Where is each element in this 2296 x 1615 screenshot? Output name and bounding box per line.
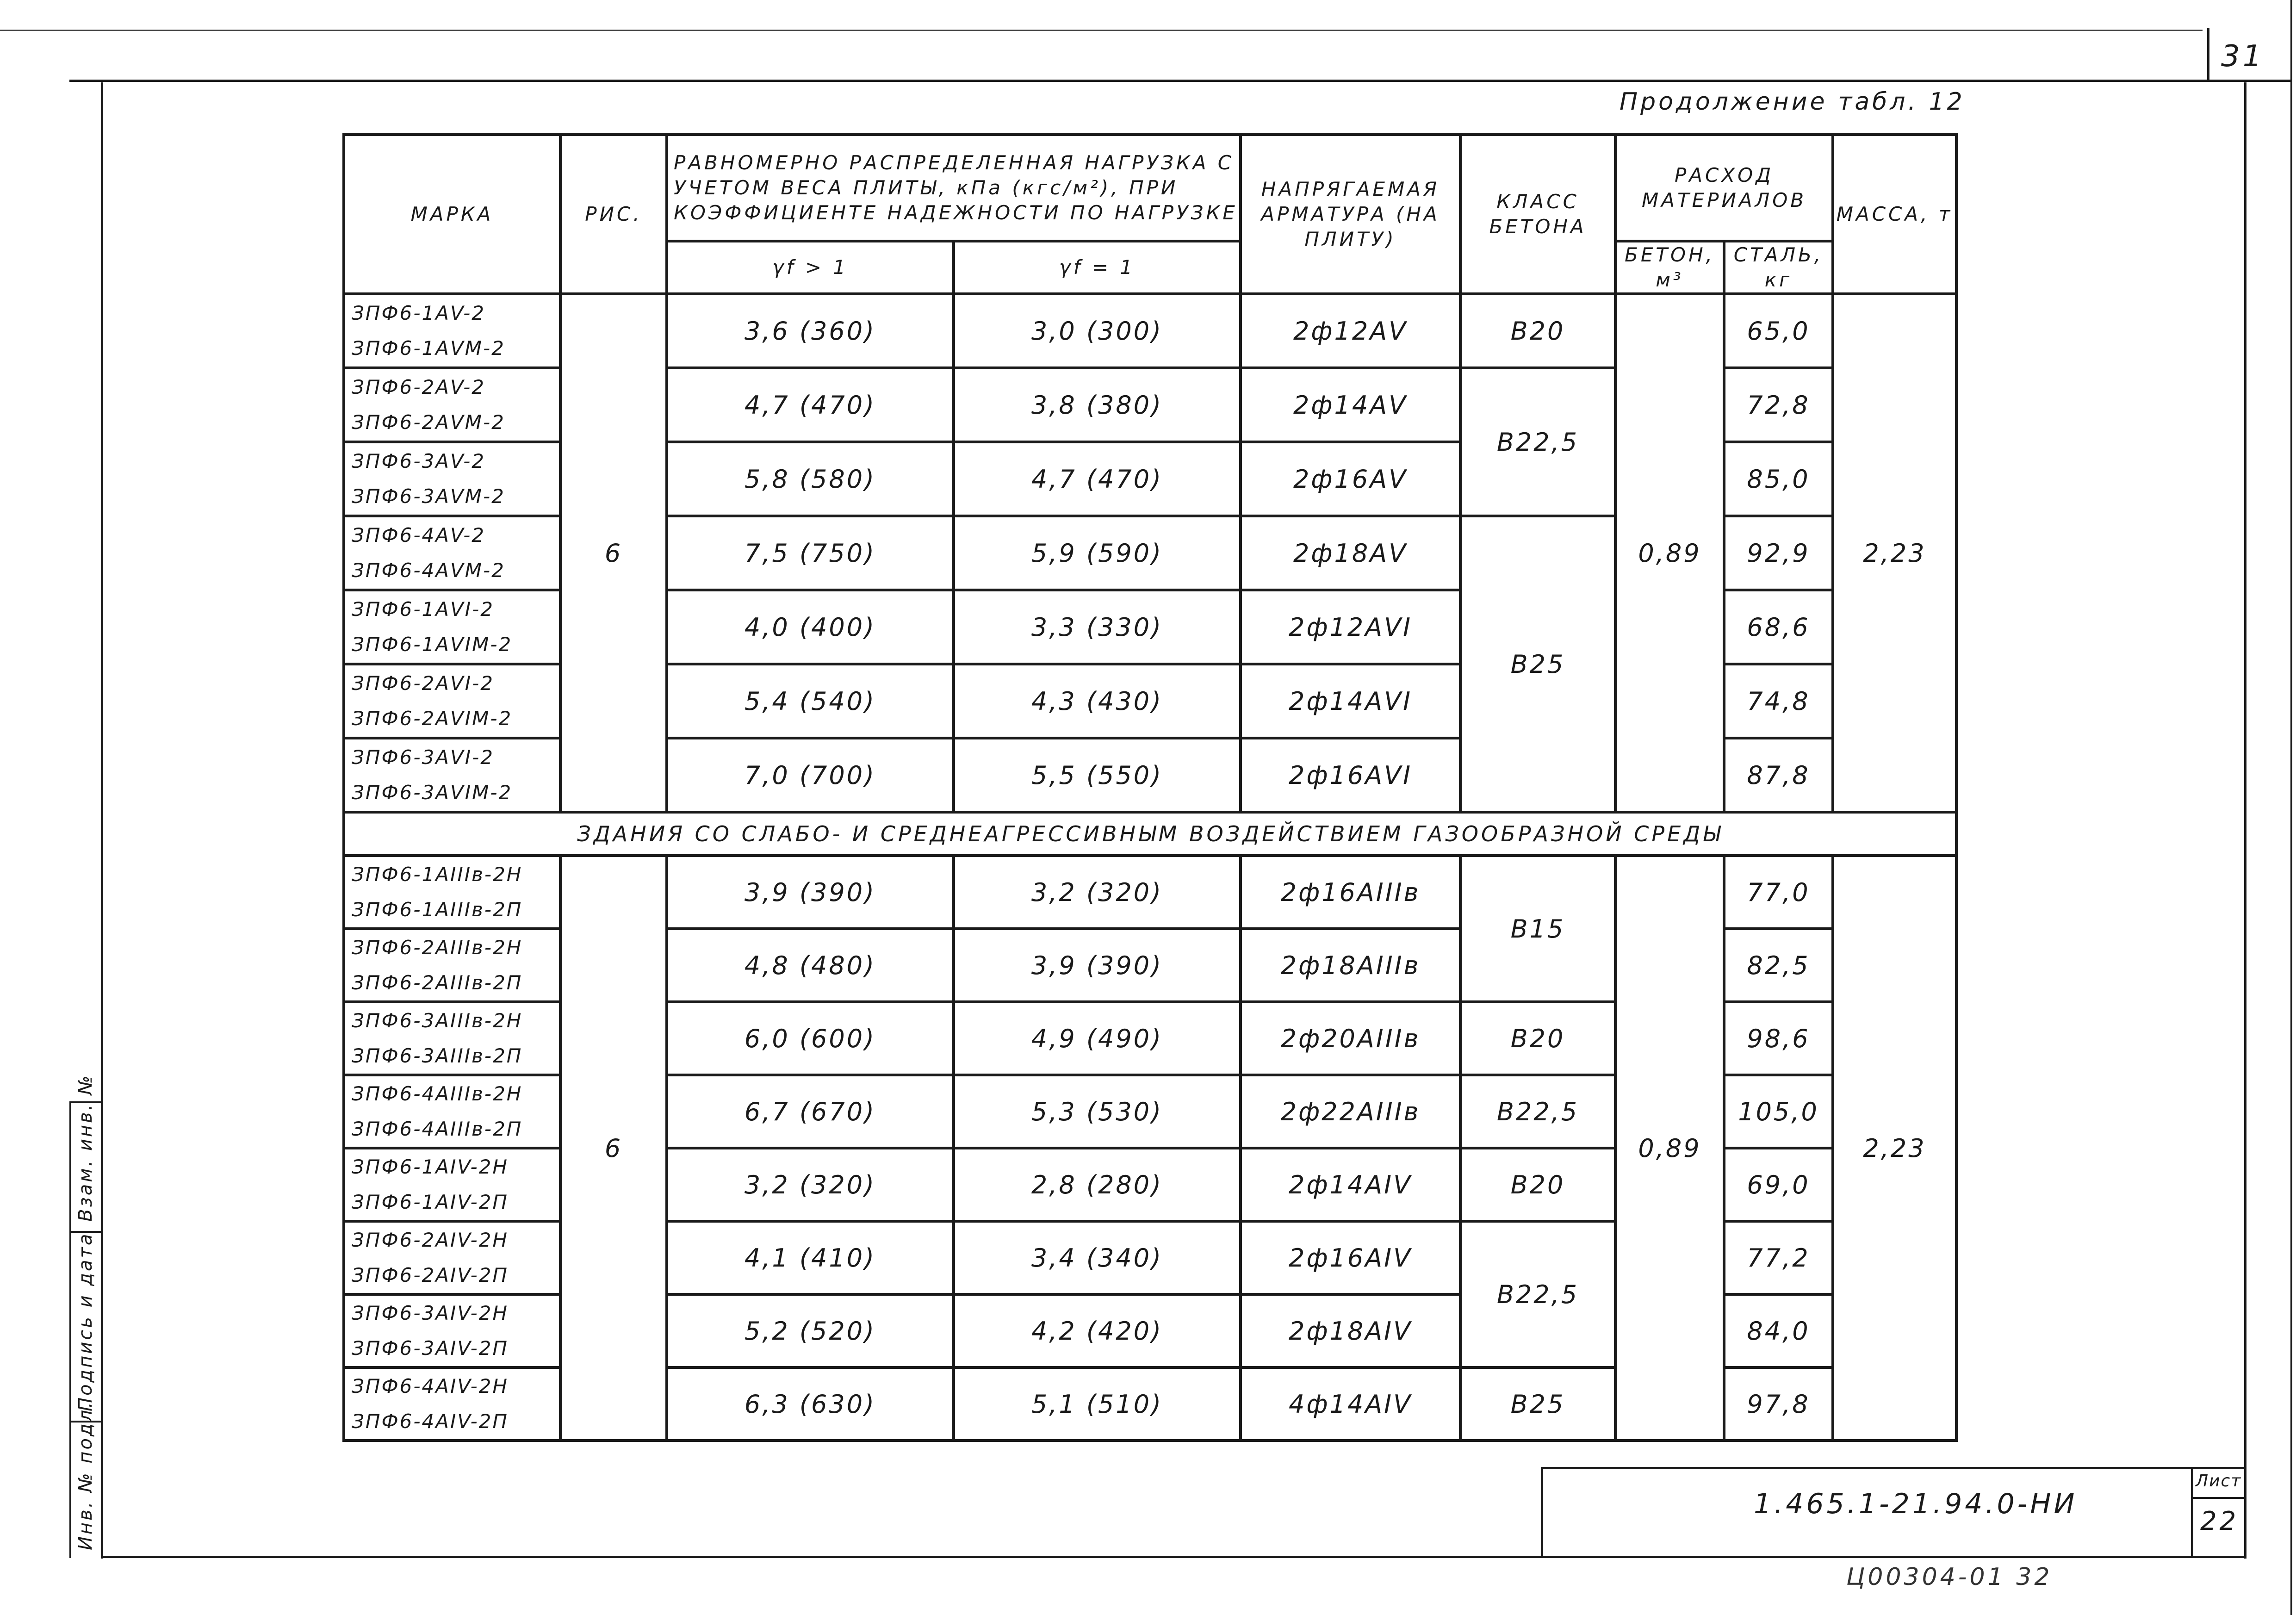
load-cell: 4,3 (430) xyxy=(954,664,1241,738)
stamp-replace: Взам. инв. № xyxy=(75,1074,96,1222)
load-cell: 4,9 (490) xyxy=(954,1002,1241,1075)
load-cell: 5,3 (530) xyxy=(954,1075,1241,1148)
marka-cell: ЗПФ6-2АVI-2 ЗПФ6-2АVIМ-2 xyxy=(344,664,560,738)
rebar-cell: 2ф14АVI xyxy=(1241,664,1460,738)
marka-cell: ЗПФ6-4АIIIв-2Н ЗПФ6-4АIIIв-2П xyxy=(344,1075,560,1148)
header-steel: СТАЛЬ, кг xyxy=(1724,241,1833,294)
load-cell: 6,3 (630) xyxy=(667,1367,954,1441)
load-cell: 5,4 (540) xyxy=(667,664,954,738)
marka-cell: ЗПФ6-2АIIIв-2Н ЗПФ6-2АIIIв-2П xyxy=(344,929,560,1002)
marka-cell: ЗПФ6-3АIV-2Н ЗПФ6-3АIV-2П xyxy=(344,1294,560,1367)
steel-cell: 84,0 xyxy=(1724,1294,1833,1367)
steel-cell: 85,0 xyxy=(1724,442,1833,516)
rebar-cell: 2ф16АV xyxy=(1241,442,1460,516)
load-cell: 5,2 (520) xyxy=(667,1294,954,1367)
steel-cell: 65,0 xyxy=(1724,294,1833,368)
marka-cell: ЗПФ6-1АIV-2Н ЗПФ6-1АIV-2П xyxy=(344,1148,560,1221)
load-cell: 3,8 (380) xyxy=(954,368,1241,442)
class-cell: В25 xyxy=(1460,1367,1615,1441)
load-cell: 7,5 (750) xyxy=(667,516,954,590)
steel-cell: 72,8 xyxy=(1724,368,1833,442)
rebar-cell: 2ф18АIV xyxy=(1241,1294,1460,1367)
header-materials: РАСХОД МАТЕРИАЛОВ xyxy=(1615,135,1833,241)
marka-cell: ЗПФ6-1АVI-2 ЗПФ6-1АVIМ-2 xyxy=(344,590,560,664)
load-cell: 6,0 (600) xyxy=(667,1002,954,1075)
header-load: РАВНОМЕРНО РАСПРЕДЕЛЕННАЯ НАГРУЗКА С УЧЕТОМ ВЕСА ПЛИТЫ, кПа (кгс/м²), ПРИ КОЭФФИЦИЕНТЕ НАДЕЖНОСТИ ПО НАГРУЗКЕ xyxy=(667,135,1241,241)
steel-cell: 74,8 xyxy=(1724,664,1833,738)
table-continuation-label: Продолжение табл. 12 xyxy=(1620,88,1965,116)
header-ris: РИС. xyxy=(560,135,667,294)
load-cell: 4,8 (480) xyxy=(667,929,954,1002)
class-cell: В20 xyxy=(1460,294,1615,368)
load-cell: 4,1 (410) xyxy=(667,1221,954,1294)
load-cell: 3,6 (360) xyxy=(667,294,954,368)
class-cell: В22,5 xyxy=(1460,368,1615,516)
document-code: 1.465.1-21.94.0-НИ xyxy=(1754,1488,2078,1520)
rebar-cell: 2ф20АIIIв xyxy=(1241,1002,1460,1075)
title-block-sheet-divider xyxy=(2191,1467,2193,1557)
load-cell: 3,2 (320) xyxy=(954,856,1241,929)
steel-cell: 92,9 xyxy=(1724,516,1833,590)
load-cell: 3,9 (390) xyxy=(667,856,954,929)
concrete-volume-cell: 0,89 xyxy=(1615,856,1724,1441)
class-cell: В22,5 xyxy=(1460,1075,1615,1148)
header-reinforcement: НАПРЯГАЕМАЯ АРМАТУРА (НА ПЛИТУ) xyxy=(1241,135,1460,294)
header-concrete-class: КЛАСС БЕТОНА xyxy=(1460,135,1615,294)
header-marka: МАРКА xyxy=(344,135,560,294)
sheet-label: Лист xyxy=(2196,1472,2242,1491)
rebar-cell: 2ф18АV xyxy=(1241,516,1460,590)
rebar-cell: 2ф16АIIIв xyxy=(1241,856,1460,929)
load-cell: 4,7 (470) xyxy=(954,442,1241,516)
steel-cell: 98,6 xyxy=(1724,1002,1833,1075)
class-cell: В15 xyxy=(1460,856,1615,1002)
load-cell: 4,7 (470) xyxy=(667,368,954,442)
archive-number: Ц00304-01 32 xyxy=(1846,1563,2053,1591)
class-cell: В25 xyxy=(1460,516,1615,812)
header-gamma-f-2: γf = 1 xyxy=(954,241,1241,294)
stamp-frame-left xyxy=(69,1101,71,1558)
rebar-cell: 2ф14АIV xyxy=(1241,1148,1460,1221)
steel-cell: 68,6 xyxy=(1724,590,1833,664)
steel-cell: 87,8 xyxy=(1724,738,1833,812)
rebar-cell: 2ф14АV xyxy=(1241,368,1460,442)
load-cell: 4,0 (400) xyxy=(667,590,954,664)
stamp-signature-date: Подпись и дата xyxy=(75,1232,96,1411)
load-cell: 6,7 (670) xyxy=(667,1075,954,1148)
specification-table xyxy=(342,133,1958,1442)
title-block-left xyxy=(1541,1467,1543,1557)
load-cell: 5,8 (580) xyxy=(667,442,954,516)
steel-cell: 82,5 xyxy=(1724,929,1833,1002)
load-cell: 5,5 (550) xyxy=(954,738,1241,812)
sheet-number: 22 xyxy=(2200,1506,2239,1536)
mass-cell: 2,23 xyxy=(1833,856,1956,1441)
rebar-cell: 2ф18АIIIв xyxy=(1241,929,1460,1002)
marka-cell: ЗПФ6-2АIV-2Н ЗПФ6-2АIV-2П xyxy=(344,1221,560,1294)
mass-cell: 2,23 xyxy=(1833,294,1956,812)
bottom-border xyxy=(101,1556,2246,1558)
top-rule-faint xyxy=(0,30,2203,31)
rebar-cell: 2ф16АVI xyxy=(1241,738,1460,812)
steel-cell: 105,0 xyxy=(1724,1075,1833,1148)
class-cell: В20 xyxy=(1460,1148,1615,1221)
marka-cell: ЗПФ6-4АV-2 ЗПФ6-4АVМ-2 xyxy=(344,516,560,590)
load-cell: 5,9 (590) xyxy=(954,516,1241,590)
rebar-cell: 2ф22АIIIв xyxy=(1241,1075,1460,1148)
class-cell: В20 xyxy=(1460,1002,1615,1075)
load-cell: 2,8 (280) xyxy=(954,1148,1241,1221)
page-number-box-left xyxy=(2207,28,2209,81)
header-concrete-volume: БЕТОН, м³ xyxy=(1615,241,1724,294)
load-cell: 3,0 (300) xyxy=(954,294,1241,368)
steel-cell: 77,2 xyxy=(1724,1221,1833,1294)
load-cell: 5,1 (510) xyxy=(954,1367,1241,1441)
left-border xyxy=(101,82,103,1559)
title-block-sheet-mid xyxy=(2191,1497,2244,1499)
marka-cell: ЗПФ6-1АIIIв-2Н ЗПФ6-1АIIIв-2П xyxy=(344,856,560,929)
marka-cell: ЗПФ6-3АIIIв-2Н ЗПФ6-3АIIIв-2П xyxy=(344,1002,560,1075)
header-gamma-f-1: γf > 1 xyxy=(667,241,954,294)
right-border xyxy=(2244,82,2246,1559)
rebar-cell: 2ф12АV xyxy=(1241,294,1460,368)
load-cell: 3,2 (320) xyxy=(667,1148,954,1221)
load-cell: 3,4 (340) xyxy=(954,1221,1241,1294)
ris-cell: 6 xyxy=(560,856,667,1441)
marka-cell: ЗПФ6-3АV-2 ЗПФ6-3АVМ-2 xyxy=(344,442,560,516)
concrete-volume-cell: 0,89 xyxy=(1615,294,1724,812)
rebar-cell: 2ф16АIV xyxy=(1241,1221,1460,1294)
steel-cell: 97,8 xyxy=(1724,1367,1833,1441)
stamp-inventory: Инв. № подл. xyxy=(75,1400,96,1550)
section-title: ЗДАНИЯ СО СЛАБО- И СРЕДНЕАГРЕССИВНЫМ ВОЗДЕЙСТВИЕМ ГАЗООБРАЗНОЙ СРЕДЫ xyxy=(344,812,1956,856)
ris-cell: 6 xyxy=(560,294,667,812)
title-block-top xyxy=(1541,1467,2246,1469)
page-number: 31 xyxy=(2221,39,2265,74)
class-cell: В22,5 xyxy=(1460,1221,1615,1367)
rebar-cell: 4ф14АIV xyxy=(1241,1367,1460,1441)
rebar-cell: 2ф12АVI xyxy=(1241,590,1460,664)
load-cell: 7,0 (700) xyxy=(667,738,954,812)
right-edge-line xyxy=(2290,0,2292,1615)
marka-cell: ЗПФ6-1АV-2 ЗПФ6-1АVМ-2 xyxy=(344,294,560,368)
load-cell: 4,2 (420) xyxy=(954,1294,1241,1367)
top-border xyxy=(69,80,2290,82)
header-mass: МАССА, т xyxy=(1833,135,1956,294)
marka-cell: ЗПФ6-2АV-2 ЗПФ6-2АVМ-2 xyxy=(344,368,560,442)
marka-cell: ЗПФ6-4АIV-2Н ЗПФ6-4АIV-2П xyxy=(344,1367,560,1441)
load-cell: 3,3 (330) xyxy=(954,590,1241,664)
steel-cell: 77,0 xyxy=(1724,856,1833,929)
marka-cell: ЗПФ6-3АVI-2 ЗПФ6-3АVIМ-2 xyxy=(344,738,560,812)
load-cell: 3,9 (390) xyxy=(954,929,1241,1002)
steel-cell: 69,0 xyxy=(1724,1148,1833,1221)
